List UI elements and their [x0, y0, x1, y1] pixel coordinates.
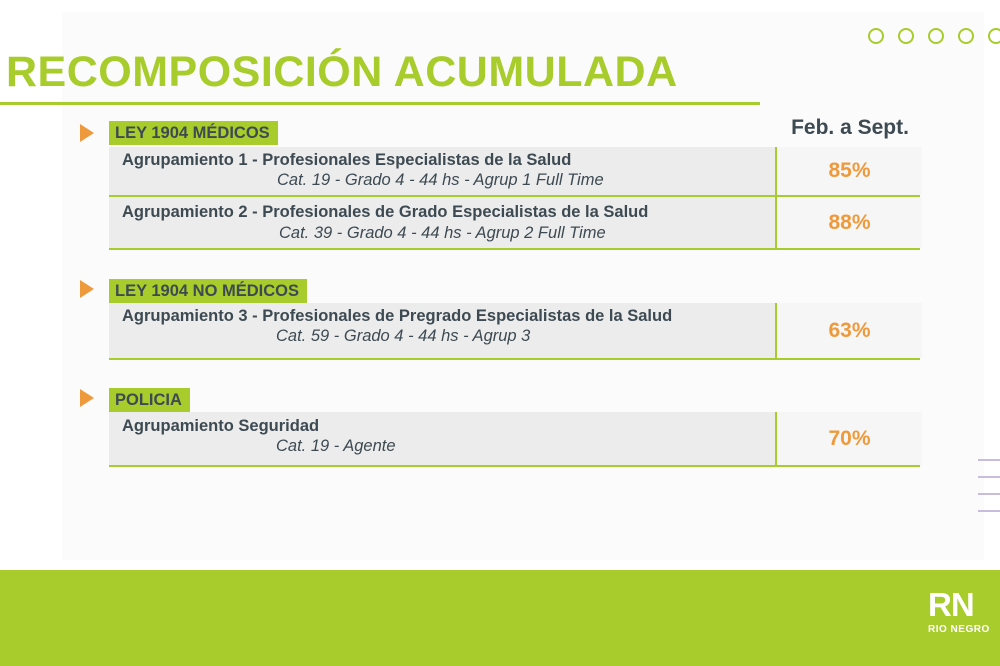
row-value: 70%	[775, 412, 922, 465]
circle-icon	[898, 28, 914, 44]
row-name: Agrupamiento 2 - Profesionales de Grado Especialistas de la Salud	[122, 203, 649, 221]
row-value: 85%	[775, 147, 922, 195]
circle-icon	[868, 28, 884, 44]
logo-mark: RN	[928, 586, 974, 623]
table-row	[109, 412, 920, 467]
row-detail: Cat. 19 - Agente	[276, 437, 396, 455]
title-underline	[0, 102, 760, 105]
table-row	[109, 147, 920, 197]
row-detail: Cat. 59 - Grado 4 - 44 hs - Agrup 3	[276, 327, 531, 345]
circle-icon	[958, 28, 974, 44]
play-arrow-icon	[80, 124, 94, 142]
play-arrow-icon	[80, 280, 94, 298]
row-value: 63%	[775, 303, 922, 358]
row-detail: Cat. 19 - Grado 4 - 44 hs - Agrup 1 Full Time	[277, 171, 604, 189]
row-name: Agrupamiento Seguridad	[122, 417, 320, 435]
page-title: RECOMPOSICIÓN ACUMULADA	[6, 48, 678, 96]
table-row	[109, 303, 920, 360]
decorative-dots	[868, 28, 1000, 44]
footer-bar	[0, 570, 1000, 666]
row-name: Agrupamiento 3 - Profesionales de Pregrado Especialistas de la Salud	[122, 307, 673, 325]
play-arrow-icon	[80, 389, 94, 407]
section-label-medicos: LEY 1904 MÉDICOS	[109, 121, 278, 145]
section-label-no-medicos: LEY 1904 NO MÉDICOS	[109, 279, 307, 303]
row-name: Agrupamiento 1 - Profesionales Especialistas de la Salud	[122, 151, 572, 169]
row-value: 88%	[775, 197, 922, 248]
section-label-policia: POLICIA	[109, 388, 190, 412]
column-header-period: Feb. a Sept.	[791, 116, 909, 139]
decorative-lines	[978, 459, 1000, 527]
rio-negro-logo	[928, 588, 990, 635]
circle-icon	[988, 28, 1000, 44]
row-detail: Cat. 39 - Grado 4 - 44 hs - Agrup 2 Full Time	[279, 224, 606, 242]
logo-text: RIO NEGRO	[928, 624, 990, 635]
table-row	[109, 197, 920, 250]
circle-icon	[928, 28, 944, 44]
